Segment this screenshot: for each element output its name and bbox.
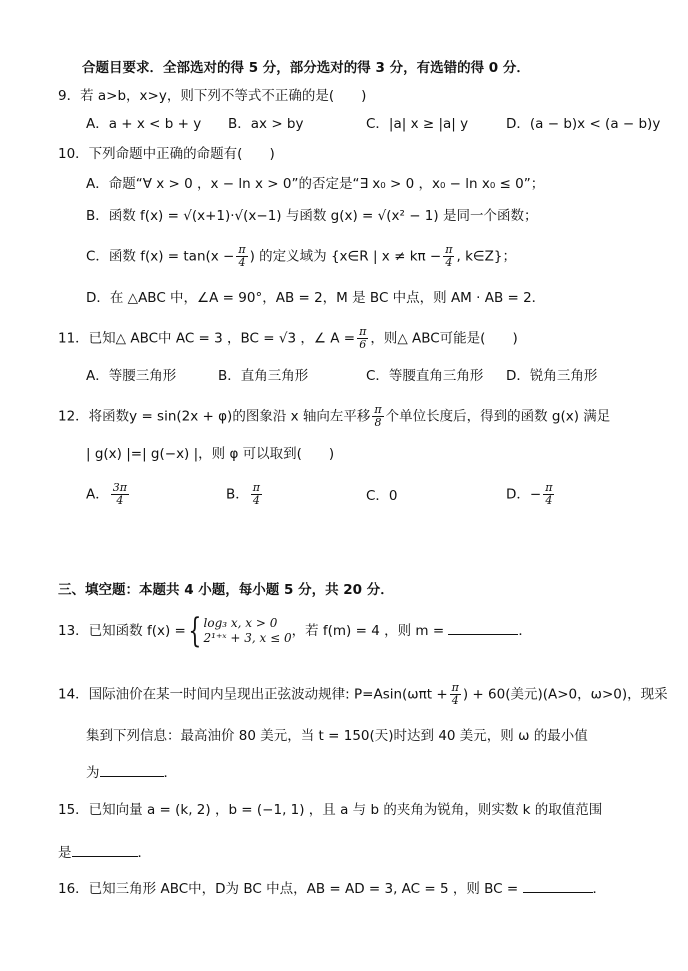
q13-pre: 13．已知函数 f(x) =	[58, 623, 186, 639]
q13: 13．已知函数 f(x) ={ log₃ x, x > 0 2¹⁺ˣ + 3, x ≤ 0 ，若 f(m) = 4 ，则 m = ．	[58, 611, 532, 651]
pi-over-8: $\frac{\pi}{8}$	[374, 403, 382, 429]
q10-c-post: ) 的定义域为 {x∈R | x ≠ kπ −	[249, 248, 442, 265]
answer-blank[interactable]	[523, 878, 593, 893]
pi-over-4: $\frac{\pi}{4}$	[545, 481, 553, 507]
piecewise-cases: log₃ x, x > 0 2¹⁺ˣ + 3, x ≤ 0	[203, 616, 292, 645]
three-pi-over-4: $\frac{3\pi}{4}$	[112, 481, 127, 507]
q14-line1: 14．国际油价在某一时间内呈现出正弦波动规律: P=Asin(ωπt + $\frac{\pi}{4}$ ) + 60(美元)(A>0，ω>0)，现采	[58, 681, 668, 707]
q12-option-a: A． $\frac{3\pi}{4}$	[86, 481, 127, 507]
q10-option-d: D．在 △ABC 中，∠A = 90°，AB = 2，M 是 BC 中点，则 AM · AB = 2．	[86, 290, 546, 306]
q11-option-c: C．等腰直角三角形	[366, 368, 484, 384]
q13-post: ，若 f(m) = 4 ，则 m =	[291, 623, 449, 639]
answer-blank[interactable]	[72, 842, 138, 857]
q12-option-b: B． $\frac{\pi}{4}$	[226, 481, 260, 507]
q14-line2: 集到下列信息：最高油价 80 美元，当 t = 150(天)时达到 40 美元，则 ω 的最小值	[86, 728, 588, 744]
q11-stem-post: ，则△ ABC可能是( )	[370, 330, 518, 347]
q11-stem-pre: 11．已知△ ABC中 AC = 3 ，BC = √3 ，∠ A =	[58, 330, 356, 347]
instruction-line: 合题目要求．全部选对的得 5 分，部分选对的得 3 分，有选错的得 0 分．	[82, 60, 530, 76]
q9-stem: 9．若 a>b，x>y，则下列不等式不正确的是( )	[58, 88, 367, 104]
q9-option-a: A．a + x < b + y	[86, 116, 202, 132]
pi-over-4: $\frac{\pi}{4}$	[238, 243, 246, 269]
q11-option-a: A．等腰三角形	[86, 368, 177, 384]
q10-c-end: , k∈Z}；	[456, 248, 516, 265]
q10-c-pre: C．函数 f(x) = tan(x −	[86, 248, 235, 265]
section-3-heading: 三、填空题：本题共 4 小题，每小题 5 分，共 20 分．	[58, 582, 394, 598]
pi-over-6: $\frac{\pi}{6}$	[359, 325, 367, 351]
q10-option-b: B．函数 f(x) = √(x+1)·√(x−1) 与函数 g(x) = √(x² − 1) 是同一个函数；	[86, 208, 538, 224]
q9-option-d: D．(a − b)x < (a − b)y	[506, 116, 661, 132]
q12-option-d: D．− $\frac{\pi}{4}$	[506, 481, 553, 507]
pi-over-4: $\frac{\pi}{4}$	[252, 481, 260, 507]
q16: 16．已知三角形 ABC中，D为 BC 中点，AB = AD = 3, AC = 5 ，则 BC = ．	[58, 878, 606, 899]
left-brace: {	[188, 611, 202, 651]
q10-option-c	[86, 244, 516, 269]
q10-option-a: A．命题“∀ x > 0 ，x − ln x > 0”的否定是“∃ x₀ > 0 ，x₀ − ln x₀ ≤ 0”；	[86, 176, 545, 192]
q11-option-d: D．锐角三角形	[506, 368, 598, 384]
q15-line2: 是 ．	[58, 842, 151, 863]
q12-stem-pre: 12．将函数y = sin(2x + φ)的图象沿 x 轴向左平移	[58, 408, 371, 425]
q11-stem	[58, 326, 518, 351]
q10-stem: 10．下列命题中正确的命题有( )	[58, 146, 275, 162]
q12-stem-post: 个单位长度后，得到的函数 g(x) 满足	[385, 408, 611, 425]
q12-condition: | g(x) |=| g(−x) |，则 φ 可以取到( )	[86, 446, 335, 462]
pi-over-4: $\frac{\pi}{4}$	[445, 243, 453, 269]
q9-option-c: C．|a| x ≥ |a| y	[366, 116, 469, 132]
q11-option-b: B．直角三角形	[218, 368, 309, 384]
q9-option-b: B．ax > by	[228, 116, 304, 132]
q12-option-c: C．0	[366, 488, 398, 504]
q12-stem	[58, 404, 610, 429]
q15-line1: 15．已知向量 a = (k, 2) ，b = (−1, 1) ，且 a 与 b 的夹角为锐角，则实数 k 的取值范围	[58, 802, 603, 818]
q14-line3: 为 ．	[86, 762, 177, 783]
answer-blank[interactable]	[448, 620, 518, 635]
pi-over-4: $\frac{\pi}{4}$	[451, 681, 459, 707]
answer-blank[interactable]	[100, 762, 164, 777]
